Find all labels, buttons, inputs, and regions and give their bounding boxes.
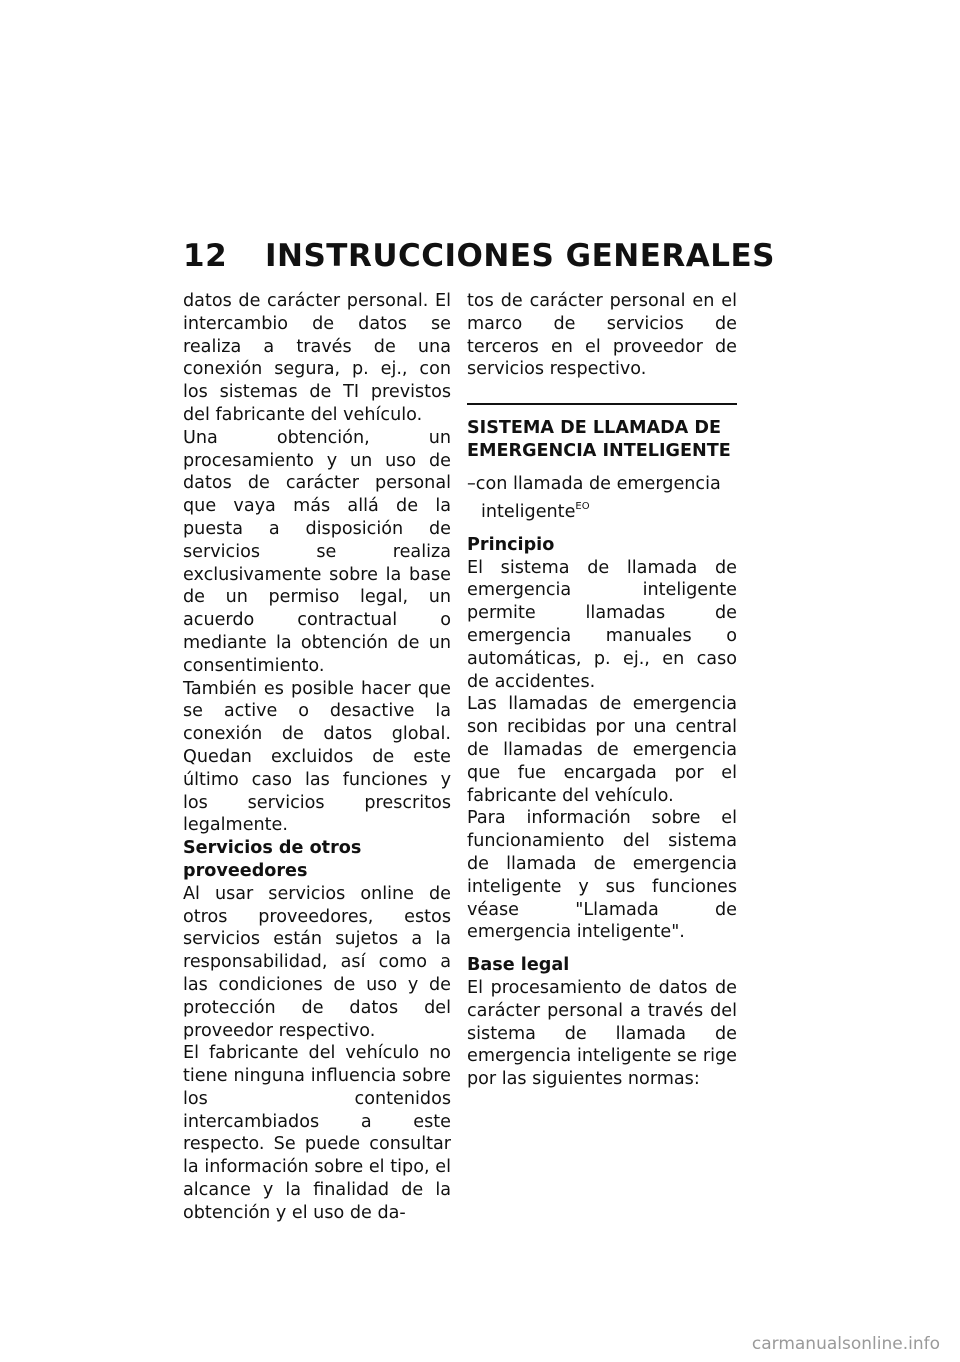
subheading-legal-basis: Base legal xyxy=(467,955,570,976)
paragraph: tos de carácter personal en el marco de servicios de terceros en el proveedor de servicios respectivo. xyxy=(467,291,737,380)
equipment-bullet xyxy=(467,473,737,524)
paragraph: El procesamiento de datos de carácter personal a través del sistema de llamada de emergencia inteligente se rige por las siguientes normas: xyxy=(467,977,737,1090)
subheading-principle: Principio xyxy=(467,534,555,555)
subheading-third-party-services: Servicios de otros proveedores xyxy=(183,838,362,881)
page-number: 12 xyxy=(183,238,228,274)
equipment-code: EO xyxy=(575,500,590,512)
bullet-text: –con llamada de emergencia inteligente xyxy=(467,474,721,522)
right-column xyxy=(467,290,737,1091)
page-header xyxy=(183,238,775,274)
watermark: carmanualsonline.info xyxy=(751,1334,940,1354)
left-column xyxy=(183,290,451,1225)
page-title: INSTRUCCIONES GENERALES xyxy=(265,238,775,274)
paragraph: También es posible hacer que se active o desactive la conexión de datos global. Quedan excluidos de este último caso las funciones y los servicios prescritos legalmente. xyxy=(183,678,451,836)
paragraph: El fabricante del vehículo no tiene ninguna influencia sobre los contenidos intercambiados a este respecto. Se puede consultar la información sobre el tipo, el alcance y la finalidad de la obtención y el uso de da- xyxy=(183,1043,451,1223)
paragraph: datos de carácter personal. El intercambio de datos se realiza a través de una conexión segura, p. ej., con los sistemas de TI previstos del fabricante del vehículo. xyxy=(183,291,451,425)
section-divider xyxy=(467,403,737,405)
section-title-emergency-call: SISTEMA DE LLAMADA DE EMERGENCIA INTELIGENTE xyxy=(467,418,731,462)
paragraph: Una obtención, un procesamiento y un uso de datos de carácter personal que vaya más allá de la puesta a disposición de servicios se realiza exclusivamente sobre la base de un permiso legal, un acuerdo contractual o mediante la obtención de un consentimiento. xyxy=(183,427,451,676)
paragraph: El sistema de llamada de emergencia inteligente permite llamadas de emergencia manuales o automáticas, p. ej., en caso de accidentes. xyxy=(467,557,737,692)
paragraph: Para información sobre el funcionamiento del sistema de llamada de emergencia inteligente y sus funciones véase "Llamada de emergencia inteligente". xyxy=(467,808,737,943)
paragraph: Al usar servicios online de otros proveedores, estos servicios están sujetos a la responsabilidad, así como a las condiciones de uso y de protección de datos del proveedor respectivo. xyxy=(183,883,451,1041)
paragraph: Las llamadas de emergencia son recibidas por una central de llamadas de emergencia que fue encargada por el fabricante del vehículo. xyxy=(467,694,737,806)
